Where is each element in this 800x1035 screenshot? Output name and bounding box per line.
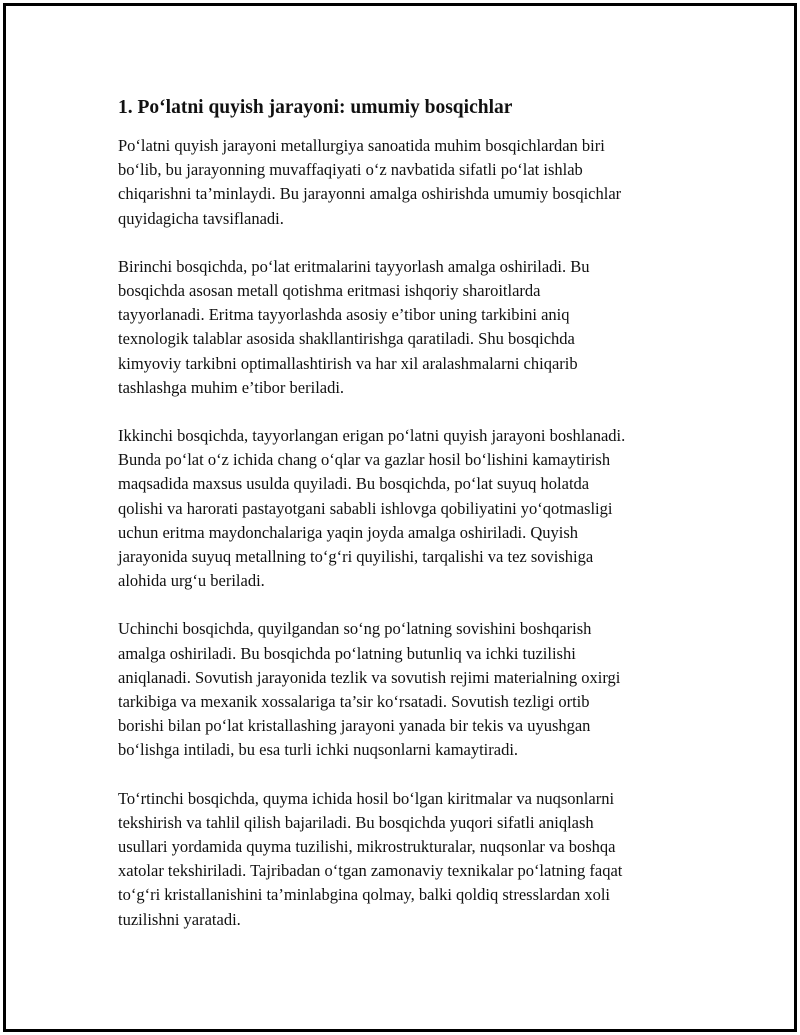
text-line: kimyoviy tarkibni optimallashtirish va har xil aralashmalarni chiqarib bbox=[118, 353, 578, 373]
paragraph-stage-3 bbox=[118, 617, 698, 762]
text-line: To‘rtinchi bosqichda, quyma ichida hosil bo‘lgan kiritmalar va nuqsonlarni bbox=[118, 788, 615, 808]
text-line: bosqichda asosan metall qotishma eritmasi ishqoriy sharoitlarda bbox=[118, 281, 541, 301]
text-line: Uchinchi bosqichda, quyilgandan so‘ng po‘latning sovishini boshqarish bbox=[118, 619, 592, 639]
text-line: bo‘lishga intiladi, bu esa turli ichki nuqsonlarni kamaytiradi. bbox=[118, 740, 519, 760]
text-line: maqsadida maxsus usulda quyiladi. Bu bosqichda, po‘lat suyuq holatda bbox=[118, 474, 590, 494]
paragraph-stage-2 bbox=[118, 424, 698, 593]
paragraph-intro bbox=[118, 134, 698, 231]
document-title: 1. Po‘latni quyish jarayoni: umumiy bosqichlar bbox=[118, 97, 513, 118]
text-line: to‘g‘ri kristallanishini ta’minlabgina qolmay, balki qoldiq stresslardan xoli bbox=[118, 885, 611, 905]
text-line: alohida urg‘u beriladi. bbox=[118, 571, 265, 591]
text-line: bo‘lib, bu jarayonning muvaffaqiyati o‘z navbatida sifatli po‘lat ishlab bbox=[118, 160, 583, 180]
paragraph-stage-1 bbox=[118, 255, 698, 400]
text-line: usullari yordamida quyma tuzilishi, mikrostrukturalar, nuqsonlar va boshqa bbox=[118, 837, 616, 857]
text-line: jarayonida suyuq metallning to‘g‘ri quyilishi, tarqalishi va tez sovishiga bbox=[118, 547, 594, 567]
text-line: borishi bilan po‘lat kristallashing jarayoni yanada bir tekis va uyushgan bbox=[118, 716, 591, 736]
text-line: qolishi va harorati pastayotgani sababli ishlovga qobiliyatini yo‘qotmasligi bbox=[118, 498, 613, 518]
document-body bbox=[118, 94, 698, 956]
text-line: tayyorlanadi. Eritma tayyorlashda asosiy e’tibor uning tarkibini aniq bbox=[118, 305, 570, 325]
text-line: Birinchi bosqichda, po‘lat eritmalarini tayyorlash amalga oshiriladi. Bu bbox=[118, 256, 590, 276]
text-line: quyidagicha tavsiflanadi. bbox=[118, 208, 284, 228]
paragraph-stage-4 bbox=[118, 787, 698, 932]
text-line: tekshirish va tahlil qilish bajariladi. Bu bosqichda yuqori sifatli aniqlash bbox=[118, 812, 594, 832]
text-line: tuzilishni yaratadi. bbox=[118, 909, 241, 929]
text-line: amalga oshiriladi. Bu bosqichda po‘latning butunliq va ichki tuzilishi bbox=[118, 643, 576, 663]
text-line: aniqlanadi. Sovutish jarayonida tezlik va sovutish rejimi materialning oxirgi bbox=[118, 667, 621, 687]
text-line: tarkibiga va mexanik xossalariga ta’sir ko‘rsatadi. Sovutish tezligi ortib bbox=[118, 692, 590, 712]
text-line: chiqarishni ta’minlaydi. Bu jarayonni amalga oshirishda umumiy bosqichlar bbox=[118, 184, 622, 204]
text-line: tashlashga muhim e’tibor beriladi. bbox=[118, 377, 345, 397]
text-line: uchun eritma maydonchalariga yaqin joyda amalga oshiriladi. Quyish bbox=[118, 522, 579, 542]
text-line: Ikkinchi bosqichda, tayyorlangan erigan po‘latni quyish jarayoni boshlanadi. bbox=[118, 426, 626, 446]
text-line: texnologik talablar asosida shakllantirishga qaratiladi. Shu bosqichda bbox=[118, 329, 575, 349]
text-line: Bunda po‘lat o‘z ichida chang o‘qlar va gazlar hosil bo‘lishini kamaytirish bbox=[118, 450, 611, 470]
text-line: xatolar tekshiriladi. Tajribadan o‘tgan zamonaviy texnikalar po‘latning faqat bbox=[118, 861, 623, 881]
text-line: Po‘latni quyish jarayoni metallurgiya sanoatida muhim bosqichlardan biri bbox=[118, 136, 605, 155]
